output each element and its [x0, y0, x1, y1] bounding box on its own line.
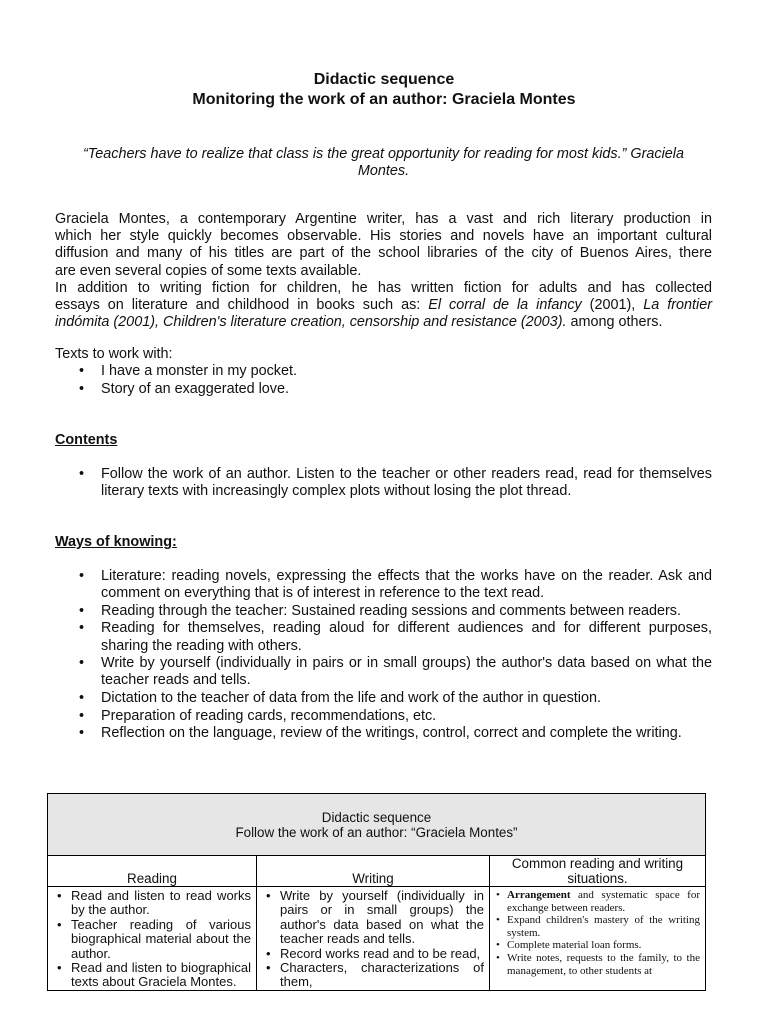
list-item: • Reflection on the language, review of the writings, control, correct and complete the writing.	[55, 725, 712, 742]
list-item: • I have a monster in my pocket.	[55, 363, 712, 380]
column-header-reading: Reading	[48, 856, 257, 887]
table-header	[48, 794, 706, 856]
book-title: La frontier	[643, 297, 713, 314]
document-title: Didactic sequence	[313, 71, 455, 88]
bold-term: Arrangement	[507, 889, 571, 901]
list-item: • Expand children's mastery of the writing system.	[490, 914, 700, 939]
intro-line: Graciela Montes, a contemporary Argentine writer, has a vast and rich literary production in	[55, 211, 712, 227]
book-titles: indómita (2001), Children's literature creation, censorship and resistance (2003).	[55, 314, 567, 331]
intro-line: which her style quickly becomes observable. His stories and novels have an important cultural	[55, 228, 712, 245]
list-item: • Reading for themselves, reading aloud for different audiences and for different purposes, sharing the reading with others.	[55, 620, 712, 654]
texts-label: Texts to work with:	[55, 346, 173, 362]
column-header-writing: Writing	[257, 856, 490, 887]
list-item: • Dictation to the teacher of data from the life and work of the author in question.	[55, 690, 712, 707]
common-cell	[490, 887, 706, 991]
list-item: • Literature: reading novels, expressing the effects that the works have on the reader. Ask and comment on everything that is of interest in reference to the text read.	[55, 568, 712, 602]
quote-line: Montes.	[357, 163, 410, 179]
document-subtitle: Monitoring the work of an author: Graciela Montes	[192, 91, 576, 108]
writing-list	[257, 887, 489, 990]
list-item: • Reading through the teacher: Sustained reading sessions and comments between readers.	[55, 603, 712, 620]
book-title: El corral de la infancy	[428, 297, 582, 314]
sequence-table	[47, 793, 706, 991]
intro-line	[55, 314, 712, 331]
common-list	[490, 887, 705, 977]
table-title: Didactic sequence	[321, 809, 432, 825]
list-item: • Complete material loan forms.	[490, 939, 700, 952]
list-item	[490, 889, 700, 914]
intro-text: among others.	[566, 314, 663, 331]
quote-line: “Teachers have to realize that class is the great opportunity for reading for most kids.” Graciela	[83, 146, 684, 162]
list-item: • Story of an exaggerated love.	[55, 381, 712, 398]
epigraph-quote	[55, 146, 712, 180]
intro-text: essays on literature and childhood in books such as:	[55, 297, 429, 314]
list-item: • Read and listen to read works by the author.	[48, 889, 251, 918]
list-item: • Write notes, requests to the family, to the management, to other students at	[490, 952, 700, 977]
list-item: • Preparation of reading cards, recommendations, etc.	[55, 708, 712, 725]
intro-text: (2001),	[581, 297, 644, 314]
intro-line: are even several copies of some texts available.	[55, 262, 362, 279]
list-item: • Record works read and to be read,	[257, 947, 484, 961]
contents-heading: Contents	[55, 432, 118, 448]
list-item: • Read and listen to biographical texts about Graciela Montes.	[48, 961, 251, 990]
column-header-common: Common reading and writing situations.	[490, 856, 706, 887]
intro-line: In addition to writing fiction for children, he has written fiction for adults and has collected	[55, 279, 712, 296]
list-item: • Follow the work of an author. Listen to the teacher or other readers read, read for themselves literary texts with increasingly complex plots without losing the plot thread.	[55, 466, 712, 500]
list-item: • Write by yourself (individually in pairs or in small groups) the author's data based on what the teacher reads and tells.	[55, 655, 712, 689]
intro-paragraph	[55, 211, 712, 331]
list-item: • Characters, characterizations of them,	[257, 961, 484, 990]
list-item: • Teacher reading of various biographical material about the author.	[48, 918, 251, 961]
intro-line: diffusion and many of his titles are part of the school libraries of the city of Buenos Aires, there	[55, 245, 712, 262]
ways-list	[55, 568, 712, 743]
writing-cell	[257, 887, 490, 991]
table-subtitle: Follow the work of an author: “Graciela Montes”	[235, 824, 518, 840]
intro-line	[55, 297, 712, 314]
reading-list	[48, 887, 256, 990]
ways-heading: Ways of knowing:	[55, 534, 177, 550]
contents-list	[55, 466, 712, 501]
texts-list	[55, 363, 712, 398]
reading-cell	[48, 887, 257, 991]
item-text: and systematic space for exchange between readers.	[507, 889, 700, 914]
list-item: • Write by yourself (individually in pairs or in small groups) the author's data based on what the teacher reads and tells.	[257, 889, 484, 947]
